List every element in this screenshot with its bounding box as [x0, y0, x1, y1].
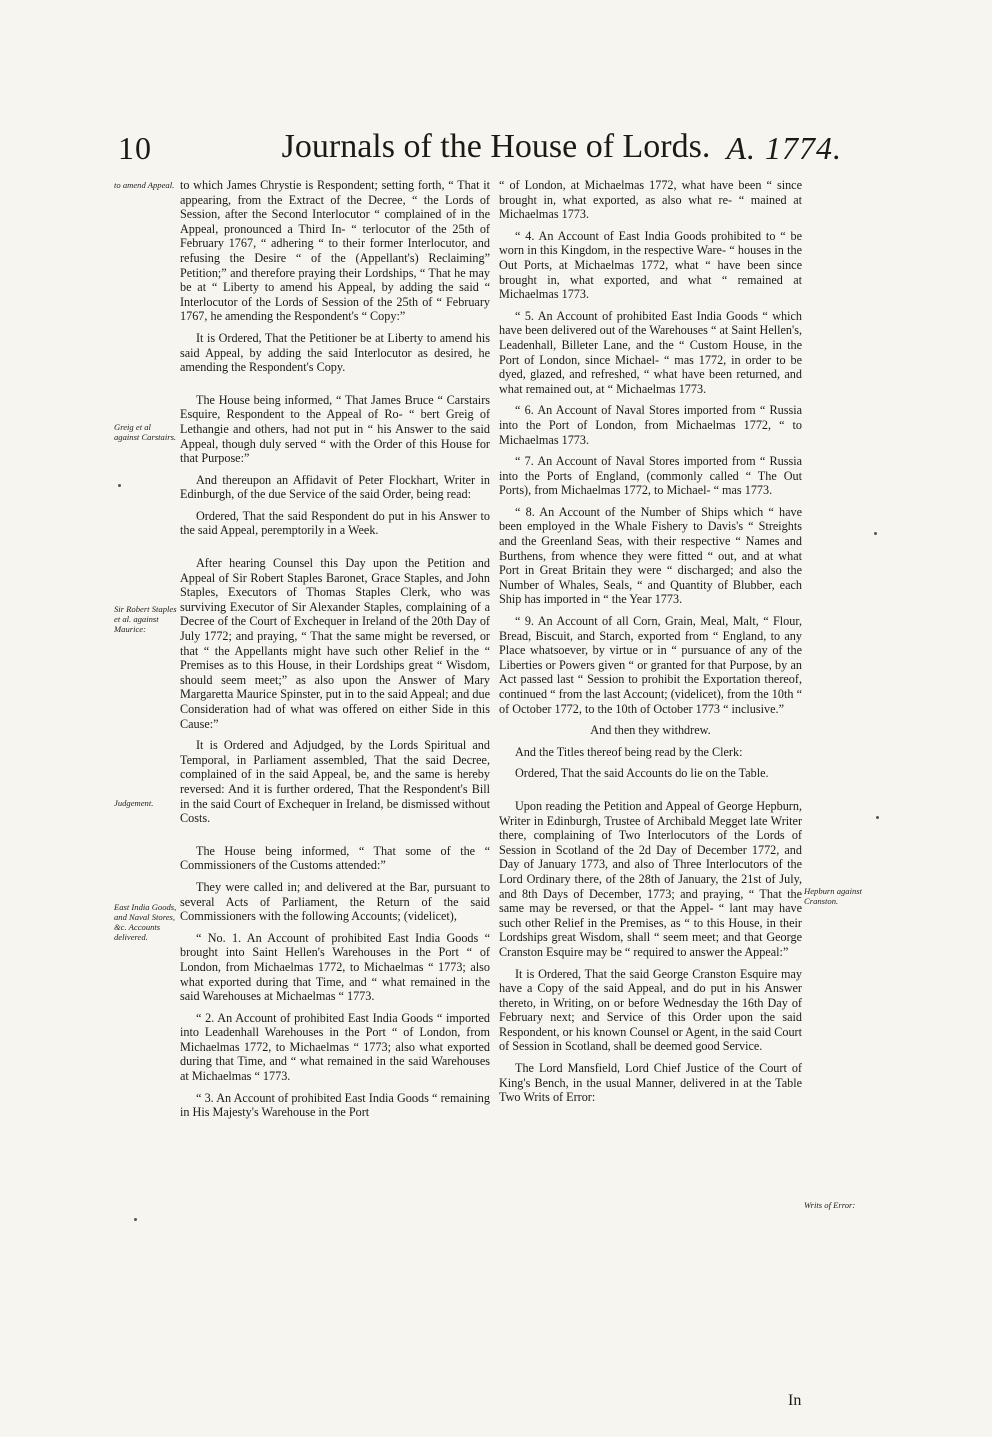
- left-column: [180, 178, 490, 1127]
- margin-note-hepburn: Hepburn against Cranston.: [804, 886, 863, 906]
- paragraph: “ 4. An Account of East India Goods prohibited to “ be worn in this Kingdom, in the respective Ware- “ houses in the Out Ports, at Michaelmas 1772, what “ have been since brought in, what exported, and what “ remained at Michaelmas 1773.: [499, 228, 802, 302]
- paragraph: It is Ordered and Adjudged, by the Lords Spiritual and Temporal, in Parliament assembled, That the said Decree, complained of in the said Appeal, be, and the same is hereby reversed: And it is further ordered, That the Respondent's Bill in the said Court of Exchequer in Ireland, be dismissed without Costs.: [180, 738, 490, 826]
- paragraph: And thereupon an Affidavit of Peter Flockhart, Writer in Edinburgh, of the due Service of the said Order, being read:: [180, 472, 490, 502]
- ink-speck: [876, 816, 879, 819]
- ink-speck: [118, 484, 121, 487]
- ink-speck: [874, 532, 877, 535]
- paragraph: The House being informed, “ That James Bruce “ Carstairs Esquire, Respondent to the Appeal of Ro- “ bert Greig of Lethangie and others, had not put in “ his Answer to the said Appeal, though duly served “ with the Order of this House for that Purpose:”: [180, 392, 490, 466]
- year-heading: A. 1774.: [726, 130, 842, 166]
- paragraph: “ 6. An Account of Naval Stores imported from “ Russia into the Port of London, from Michaelmas 1772, “ to Michaelmas 1773.: [499, 403, 802, 447]
- paragraph: “ 8. An Account of the Number of Ships which “ have been employed in the Whale Fishery to Davis's “ Streights and the Greenland Seas, with their respective “ Names and Burthens, from whence they were fitted “ out, and at what Port in Great Britain they were “ discharged; and also the Number of Whales, Seals, “ and Quantity of Blubber, each Ship has imported in “ the Year 1773.: [499, 504, 802, 607]
- margin-note-amend-appeal: to amend Appeal.: [114, 180, 175, 190]
- catchword: In: [788, 1392, 802, 1409]
- paragraph: Ordered, That the said Respondent do put in his Answer to the said Appeal, peremptorily in a Week.: [180, 508, 490, 538]
- right-column: [499, 178, 802, 1112]
- margin-note-staples: Sir Robert Staples et al. against Maurice:: [114, 604, 177, 634]
- paragraph: Upon reading the Petition and Appeal of George Hepburn, Writer in Edinburgh, Trustee of Archibald Megget late Writer there, complaining of Two Interlocutors of the Lords of Session in Scotland of the 2d Day of December 1772, and Day of January 1773, and also of Three Interlocutors of the Lord Ordinary there, of the 28th of January, the 21st of July, and 8th Days of December, 1773; and praying, “ That the same may be reversed, or that the Appel- “ lant may have such other Relief in the Premises, as “ to this House, in their Lordships great Wisdom, shall “ seem meet; and that George Cranston Esquire may be “ required to answer the Appeal:”: [499, 798, 802, 959]
- paragraph: “ of London, at Michaelmas 1772, what have been “ since brought in, what exported, as also what re- “ mained at Michaelmas 1773.: [499, 178, 802, 222]
- page-number: 10: [118, 130, 152, 166]
- page-title: Journals of the House of Lords.: [281, 128, 711, 165]
- paragraph: The House being informed, “ That some of the “ Commissioners of the Customs attended:”: [180, 843, 490, 873]
- paragraph: “ No. 1. An Account of prohibited East India Goods “ brought into Saint Hellen's Warehouses in the Port “ of London, from Michaelmas 1772, to Michaelmas “ 1773; also what exported during that Time, and “ what remained in the said Warehouses at Michaelmas “ 1773.: [180, 930, 490, 1004]
- paragraph: It is Ordered, That the Petitioner be at Liberty to amend his said Appeal, by adding the said Interlocutor as desired, he amending the Respondent's Copy.: [180, 330, 490, 375]
- margin-note-greig: Greig et al against Carstairs.: [114, 422, 177, 442]
- margin-note-east-india: East India Goods, and Naval Stores, &c. Accounts delivered.: [114, 902, 177, 942]
- paragraph: to which James Chrystie is Respondent; setting forth, “ That it appearing, from the Extract of the Decree, “ the Lords of Session, after the Second Interlocutor “ complained of in the Appeal, pronounced a Third In- “ terlocutor of the 25th of February 1767, “ adhering “ to their former Interlocutor, and refusing the Desire “ of the (Appellant's) Reclaiming” Petition;” and therefore praying their Lordships, “ That he may be at “ Liberty to amend his Appeal, by adding the said “ Interlocutor of the Lords of Session of the 25th of “ February 1767, he amending the Respondent's “ Copy:”: [180, 178, 490, 324]
- paragraph: “ 3. An Account of prohibited East India Goods “ remaining in His Majesty's Warehouse in the Port: [180, 1090, 490, 1120]
- page-header: [0, 128, 992, 172]
- paragraph: They were called in; and delivered at the Bar, pursuant to several Acts of Parliament, the Return of the said Commissioners with the following Accounts; (videlicet),: [180, 879, 490, 924]
- paragraph: “ 7. An Account of Naval Stores imported from “ Russia into the Ports of England, (commonly called “ The Out Ports), from Michaelmas 1772, to Michael- “ mas 1773.: [499, 454, 802, 498]
- margin-note-judgement: Judgement.: [114, 798, 154, 808]
- paragraph: And the Titles thereof being read by the Clerk:: [515, 744, 743, 759]
- paragraph: “ 5. An Account of prohibited East India Goods “ which have been delivered out of the Warehouses “ at Saint Hellen's, Leadenhall, Billeter Lane, and the “ Custom House, in the Port of London, since Michael- “ mas 1772, in order to be dyed, glazed, and refreshed, “ what have been returned, and what remained out, at “ Michaelmas 1773.: [499, 308, 802, 396]
- margin-note-writs: Writs of Error:: [804, 1200, 856, 1210]
- paragraph: After hearing Counsel this Day upon the Petition and Appeal of Sir Robert Staples Baronet, Grace Staples, and John Staples, Executors of Thomas Staples Clerk, who was surviving Executor of Sir Alexander Staples, complaining of a Decree of the Court of Exchequer in Ireland of the 20th Day of July 1772; and praying, “ That the same might be reversed, or that “ the Appellants might have such other Relief in the “ Premises as to this House, in their Lordships great “ Wisdom, should seem meet;” as also upon the Answer of Mary Margaretta Maurice Spinster, put in to the said Appeal; and due Consideration had of what was offered on either Side in this Cause:”: [180, 556, 490, 731]
- paragraph: Ordered, That the said Accounts do lie on the Table.: [515, 766, 769, 781]
- ink-speck: [134, 1218, 137, 1221]
- paragraph: The Lord Mansfield, Lord Chief Justice of the Court of King's Bench, in the usual Manner, delivered in at the Table Two Writs of Error:: [499, 1061, 802, 1105]
- paragraph: It is Ordered, That the said George Cranston Esquire may have a Copy of the said Appeal, and do put in his Answer thereto, in Writing, on or before Wednesday the 16th Day of February next; and Service of this Order upon the said Respondent, or his known Counsel or Agent, in the said Court of Session in Scotland, shall be deemed good Service.: [499, 966, 802, 1054]
- paragraph: And then they withdrew.: [590, 723, 711, 738]
- paragraph: “ 2. An Account of prohibited East India Goods “ imported into Leadenhall Warehouses in the Port “ of London, from Michaelmas 1772, to Michaelmas “ 1773; also what exported during that Time, and “ what remained in the said Warehouses at Michaelmas “ 1773.: [180, 1010, 490, 1084]
- paragraph: “ 9. An Account of all Corn, Grain, Meal, Malt, “ Flour, Bread, Biscuit, and Starch, exported from “ England, to any Place whatsoever, by virtue or in “ pursuance of any of the Liberties or Powers given “ or granted for that Purpose, by an Act passed last “ Session to prohibit the Exportation thereof, continued “ from the last Account; (videlicet), from the 10th “ of October 1772, to the 10th of October 1773 “ inclusive.”: [499, 614, 802, 716]
